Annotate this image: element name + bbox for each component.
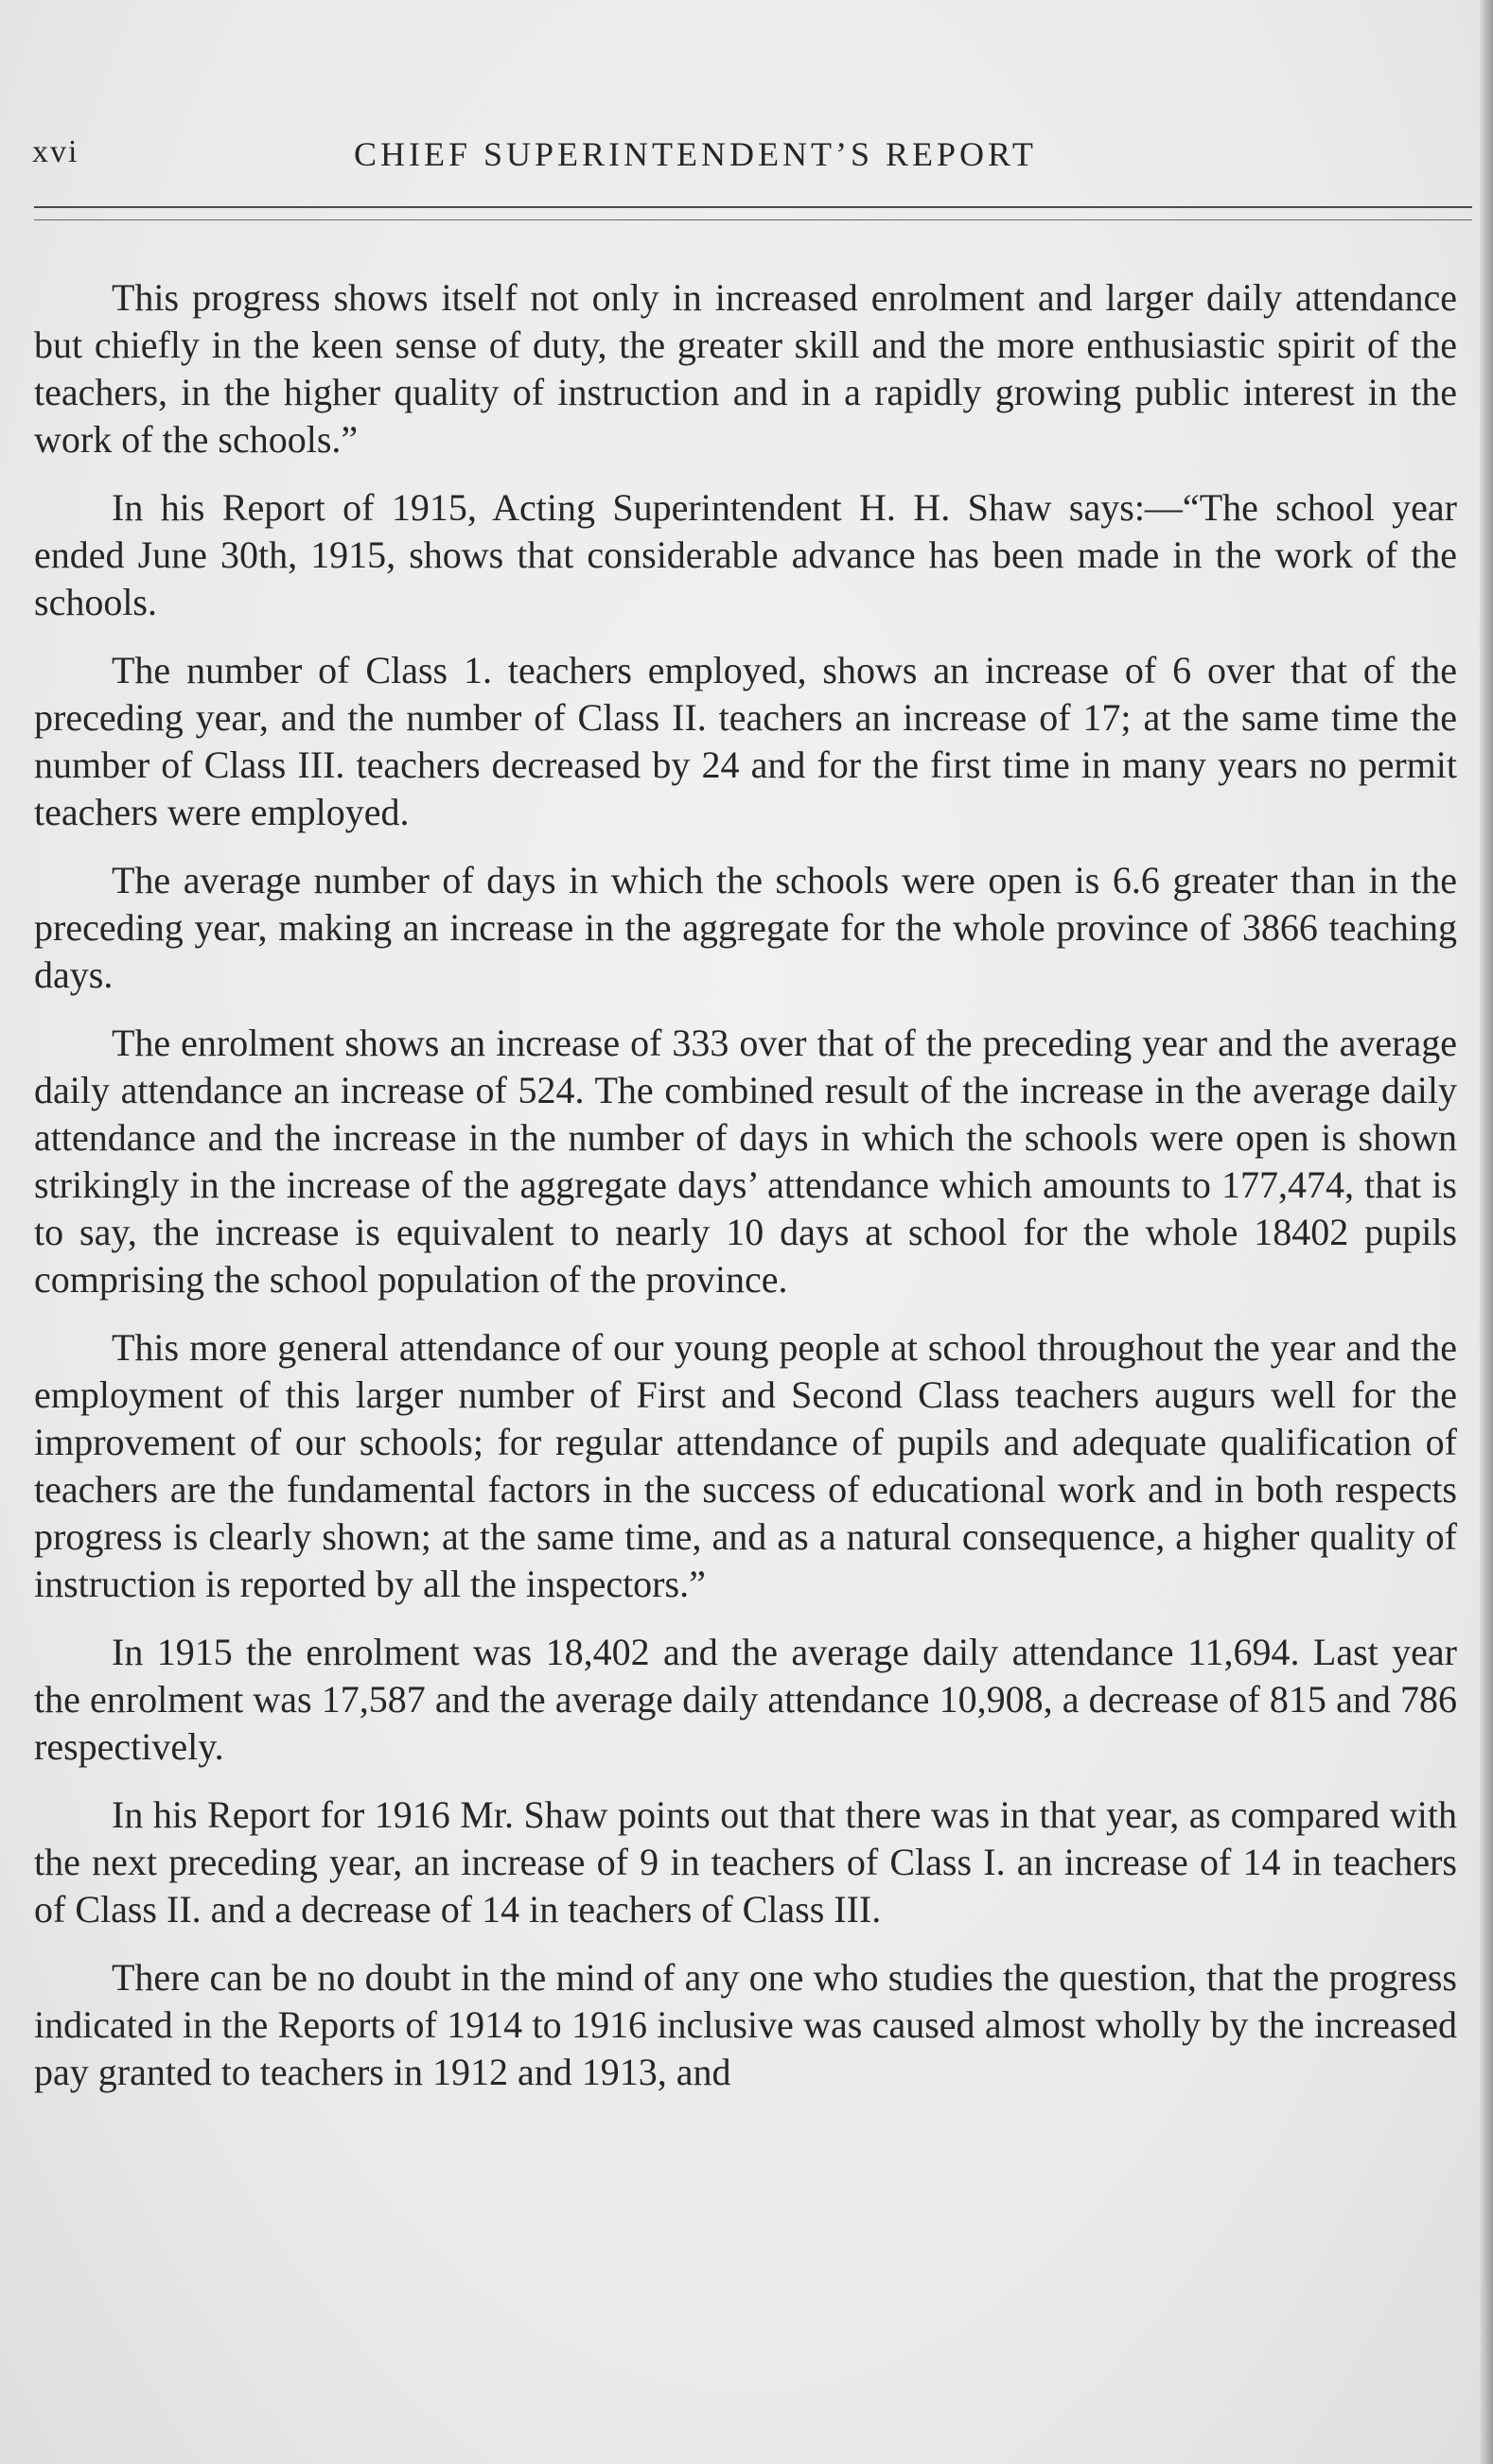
- paragraph: The enrolment shows an increase of 333 over that of the preceding year and the average daily attendance an increase of 524. The combined result of the increase in the average daily attendance and the increase in the number of days in which the schools were open is shown strikingly in the increase of the aggregate days’ attendance which amounts to 177,474, that is to say, the increase is equivalent to nearly 10 days at school for the whole 18402 pupils comprising the school population of the province.: [34, 1022, 1457, 1301]
- paragraph: This more general attendance of our young people at school throughout the year and the employment of this larger number of First and Second Class teachers augurs well for the improvement of our schools; for regular attendance of pupils and adequate qualification of teachers are the fundamental factors in the success of educational work and in both respects progress is clearly shown; at the same time, and as a natural consequence, a higher quality of instruction is reported by all the inspectors.”: [34, 1326, 1457, 1605]
- paragraph: In 1915 the enrolment was 18,402 and the average daily attendance 11,694. Last year the enrolment was 17,587 and the average daily attendance 10,908, a decrease of 815 and 786 respectively.: [34, 1631, 1457, 1768]
- paragraph: This progress shows itself not only in increased enrolment and larger daily attendance but chiefly in the keen sense of duty, the greater skill and the more enthusiastic spirit of the teachers, in the higher quality of instruction and in a rapidly growing public interest in the work of the schools.”: [34, 276, 1457, 461]
- paragraph: In his Report for 1916 Mr. Shaw points out that there was in that year, as compared with the next preceding year, an increase of 9 in teachers of Class I. an increase of 14 in teachers of Class II. and a decrease of 14 in teachers of Class III.: [34, 1793, 1457, 1931]
- body-text: [34, 274, 1457, 2117]
- header-rule-bottom: [34, 219, 1472, 220]
- paragraph: The average number of days in which the schools were open is 6.6 greater than in the preceding year, making an increase in the aggregate for the whole province of 3866 teaching days.: [34, 859, 1457, 996]
- page-header: [32, 134, 1461, 191]
- page-number: xvi: [32, 134, 79, 169]
- paragraph: There can be no doubt in the mind of any one who studies the question, that the progress indicated in the Reports of 1914 to 1916 inclusive was caused almost wholly by the increased pay granted to teachers in 1912 and 1913, and: [34, 1956, 1457, 2093]
- paragraph: The number of Class 1. teachers employed, shows an increase of 6 over that of the preceding year, and the number of Class II. teachers an increase of 17; at the same time the number of Class III. teachers decreased by 24 and for the first time in many years no permit teachers were employed.: [34, 649, 1457, 833]
- paragraph: In his Report of 1915, Acting Superintendent H. H. Shaw says:—“The school year ended June 30th, 1915, shows that considerable advance has been made in the work of the schools.: [34, 486, 1457, 623]
- header-rule-top: [34, 206, 1472, 208]
- running-head: CHIEF SUPERINTENDENT’S REPORT: [354, 135, 1037, 173]
- page-edge-shadow: [1480, 0, 1493, 2464]
